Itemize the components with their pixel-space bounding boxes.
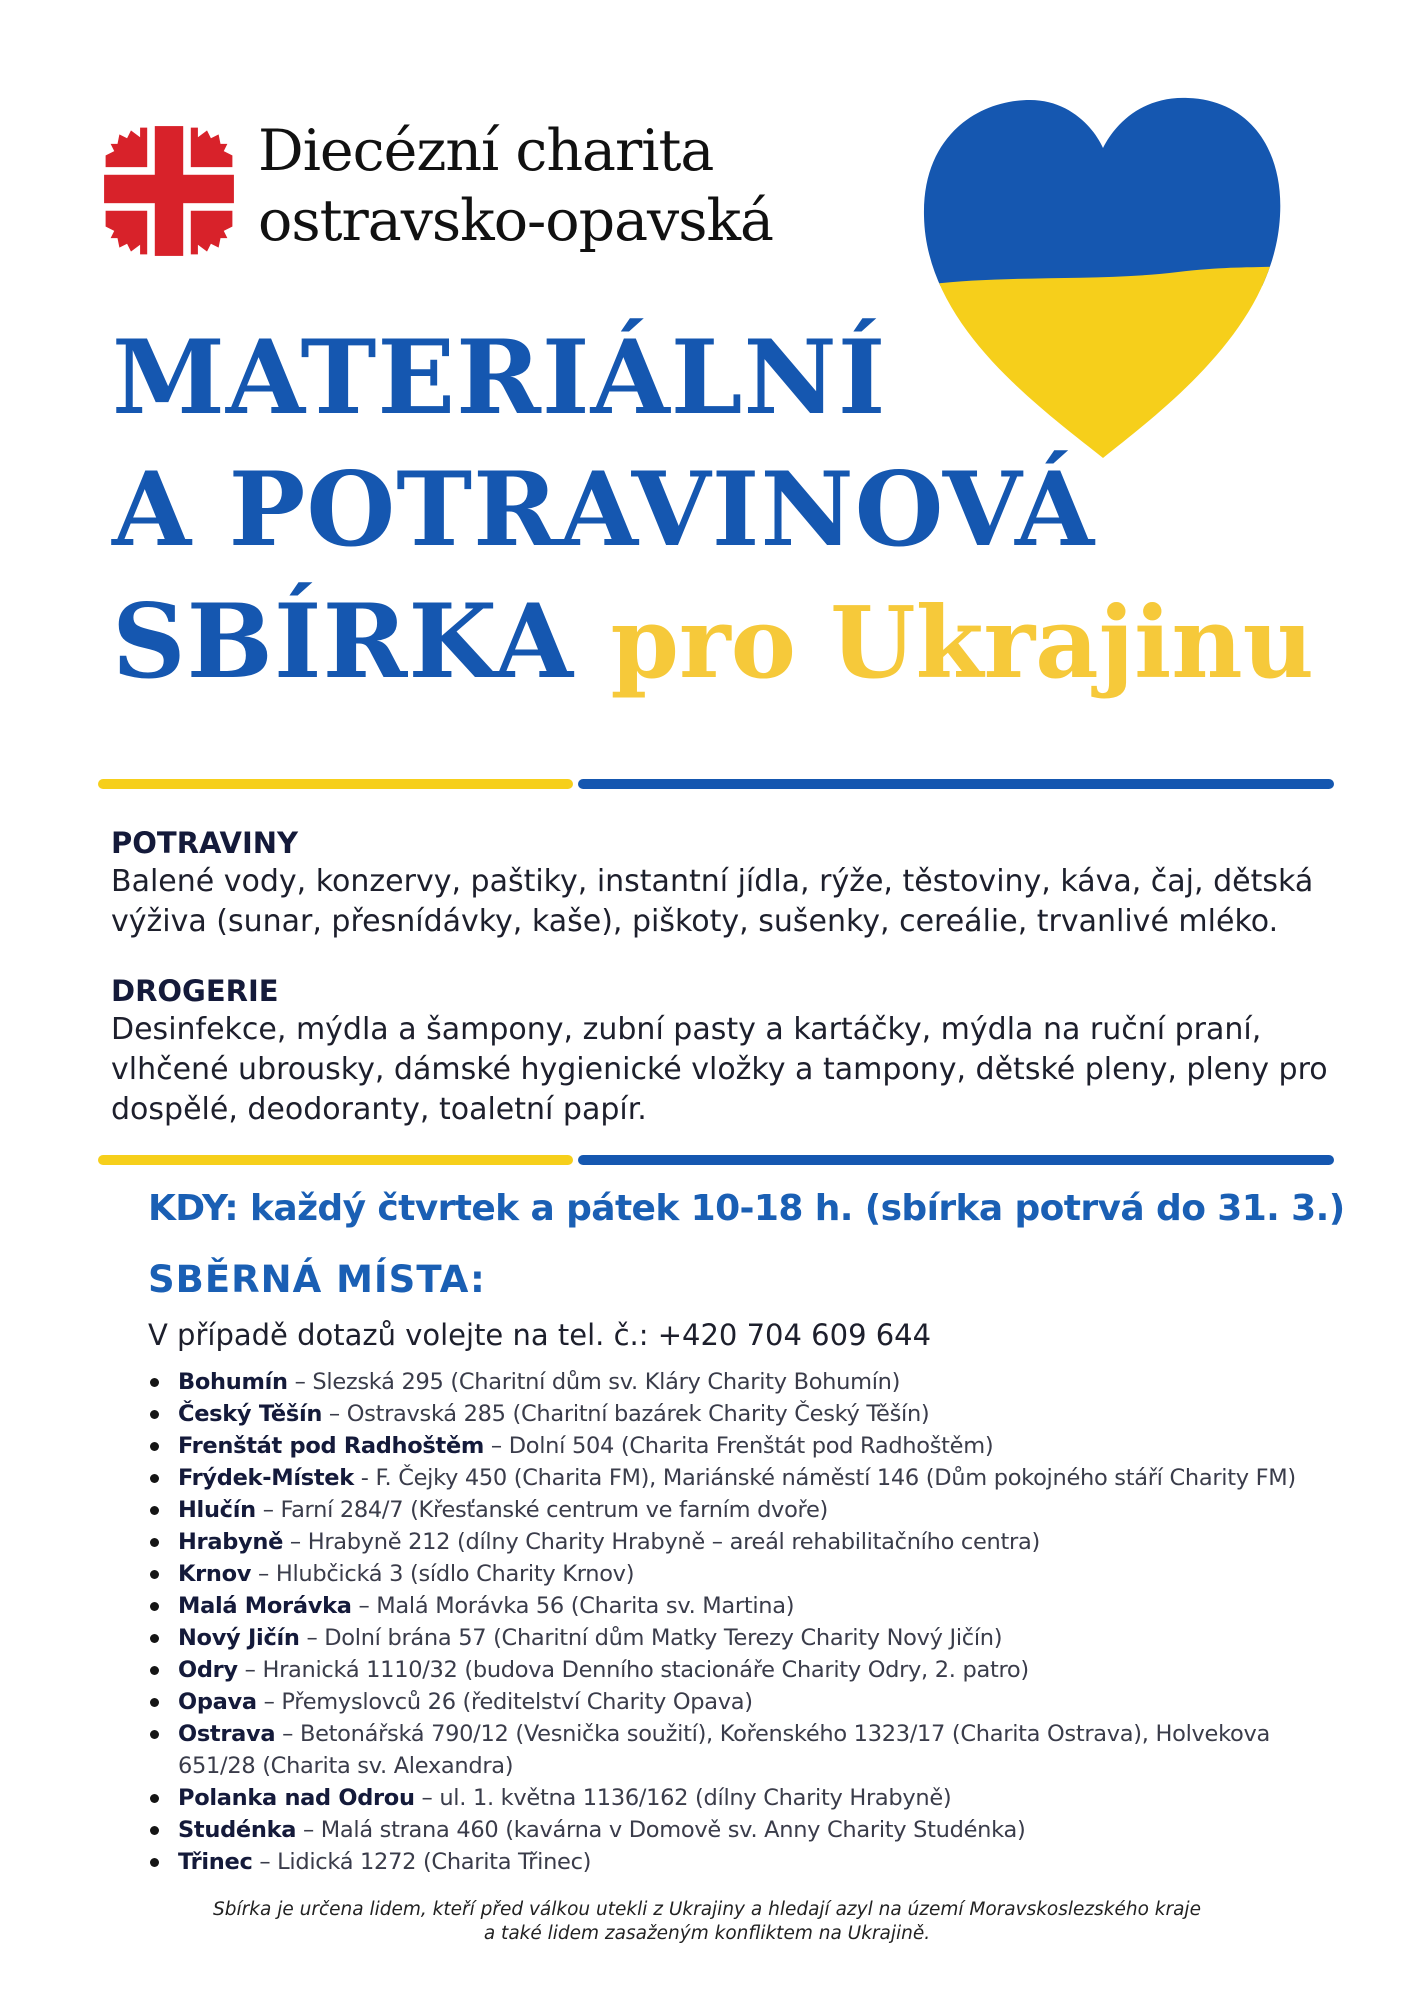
bullet-icon: [150, 1730, 159, 1739]
section-food-label: POTRAVINY: [111, 826, 298, 860]
place-city: Malá Morávka: [178, 1593, 352, 1619]
footnote-line2: a také lidem zasaženým konfliktem na Ukrajině.: [483, 1923, 931, 1944]
collection-time: KDY: každý čtvrtek a pátek 10-18 h. (sbírka potrvá do 31. 3.): [148, 1188, 1345, 1229]
place-city: Krnov: [178, 1561, 252, 1587]
charity-logo-icon: [98, 120, 240, 262]
bullet-icon: [150, 1570, 159, 1579]
bullet-icon: [150, 1794, 159, 1803]
bullet-icon: [150, 1666, 159, 1675]
place-city: Nový Jičín: [178, 1625, 300, 1651]
bullet-icon: [150, 1378, 159, 1387]
places-list: [150, 1366, 1350, 1878]
list-item: [150, 1462, 1350, 1494]
place-city: Frenštát pod Radhoštěm: [178, 1433, 485, 1459]
list-item: [150, 1590, 1350, 1622]
bullet-icon: [150, 1474, 159, 1483]
place-detail: – Slezská 295 (Charitní dům sv. Kláry Charity Bohumín): [287, 1369, 901, 1395]
place-detail: – Ostravská 285 (Charitní bazárek Charity Český Těšín): [322, 1401, 930, 1427]
place-detail: – Lidická 1272 (Charita Třinec): [252, 1849, 592, 1875]
list-item: [150, 1846, 1350, 1878]
list-item: [150, 1494, 1350, 1526]
place-detail: – Dolní brána 57 (Charitní dům Matky Terezy Charity Nový Jičín): [299, 1625, 1003, 1651]
bullet-icon: [150, 1826, 159, 1835]
bullet-icon: [150, 1602, 159, 1611]
headline-line2: A POTRAVINOVÁ: [112, 450, 1096, 570]
org-name-line1: Diecézní charita: [258, 118, 714, 184]
place-detail: – Hlubčická 3 (sídlo Charity Krnov): [251, 1561, 635, 1587]
divider-blue: [578, 1155, 1334, 1165]
bullet-icon: [150, 1538, 159, 1547]
place-detail: - F. Čejky 450 (Charita FM), Mariánské náměstí 146 (Dům pokojného stáří Charity FM): [353, 1465, 1296, 1491]
footnote-line1: Sbírka je určena lidem, kteří před válkou utekli z Ukrajiny a hledají azyl na území Moravskoslezského kraje: [213, 1899, 1201, 1920]
list-item: [150, 1654, 1350, 1686]
headline-line3: [112, 576, 1352, 710]
list-item: [150, 1430, 1350, 1462]
divider-blue: [578, 779, 1334, 789]
section-drugstore: [111, 972, 1331, 1130]
list-item: [150, 1686, 1350, 1718]
list-item: [150, 1622, 1350, 1654]
place-detail: – Betonářská 790/12 (Vesnička soužití), Kořenského 1323/17 (Charita Ostrava), Holvekova 651/28 (Charita sv. Alexandra): [178, 1721, 1270, 1779]
divider-bottom: [98, 1155, 1334, 1165]
place-city: Třinec: [178, 1849, 253, 1875]
place-city: Hlučín: [178, 1497, 256, 1523]
place-detail: – Hrabyně 212 (dílny Charity Hrabyně – areál rehabilitačního centra): [283, 1529, 1040, 1555]
place-detail: – Malá Morávka 56 (Charita sv. Martina): [351, 1593, 795, 1619]
place-city: Polanka nad Odrou: [178, 1785, 415, 1811]
place-city: Český Těšín: [178, 1401, 323, 1427]
section-drugstore-text: Desinfekce, mýdla a šampony, zubní pasty a kartáčky, mýdla na ruční praní, vlhčené ubrousky, dámské hygienické vložky a tampony, dětské pleny, pleny pro dospělé, deodoranty, toaletní papír.: [111, 1012, 1328, 1127]
list-item: [150, 1366, 1350, 1398]
organization-name: [258, 116, 878, 256]
place-detail: – ul. 1. května 1136/162 (dílny Charity Hrabyně): [414, 1785, 952, 1811]
place-city: Frýdek-Místek: [178, 1465, 354, 1491]
place-city: Bohumín: [178, 1369, 288, 1395]
place-city: Odry: [178, 1657, 238, 1683]
bullet-icon: [150, 1634, 159, 1643]
place-city: Studénka: [178, 1817, 297, 1843]
place-city: Opava: [178, 1689, 257, 1715]
headline-line1: MATERIÁLNÍ: [112, 318, 887, 438]
place-detail: – Přemyslovců 26 (ředitelství Charity Opava): [256, 1689, 753, 1715]
bullet-icon: [150, 1698, 159, 1707]
org-name-line2: ostravsko-opavská: [258, 188, 774, 254]
list-item: [150, 1526, 1350, 1558]
headline-line3-main: SBÍRKA: [112, 582, 575, 702]
place-city: Ostrava: [178, 1721, 276, 1747]
places-heading: SBĚRNÁ MÍSTA:: [148, 1258, 486, 1301]
main-headline: [112, 312, 1352, 710]
divider-yellow: [98, 1155, 573, 1165]
section-food-text: Balené vody, konzervy, paštiky, instantní jídla, rýže, těstoviny, káva, čaj, dětská výživa (sunar, přesnídávky, kaše), piškoty, sušenky, cereálie, trvanlivé mléko.: [111, 864, 1314, 939]
place-detail: – Dolní 504 (Charita Frenštát pod Radhoštěm): [484, 1433, 994, 1459]
footnote: [90, 1898, 1324, 1946]
divider-yellow: [98, 779, 573, 789]
place-detail: – Malá strana 460 (kavárna v Domově sv. Anny Charity Studénka): [296, 1817, 1026, 1843]
list-item: [150, 1782, 1350, 1814]
bullet-icon: [150, 1506, 159, 1515]
place-city: Hrabyně: [178, 1529, 284, 1555]
bullet-icon: [150, 1858, 159, 1867]
bullet-icon: [150, 1442, 159, 1451]
place-detail: – Hranická 1110/32 (budova Denního stacionáře Charity Odry, 2. patro): [237, 1657, 1029, 1683]
section-food: [111, 824, 1331, 942]
headline-accent: pro Ukrajinu: [610, 586, 1314, 701]
list-item: [150, 1398, 1350, 1430]
divider-top: [98, 779, 1334, 789]
place-detail: – Farní 284/7 (Křesťanské centrum ve farním dvoře): [255, 1497, 829, 1523]
list-item: [150, 1814, 1350, 1846]
section-drugstore-label: DROGERIE: [111, 974, 279, 1008]
list-item: [150, 1718, 1350, 1782]
bullet-icon: [150, 1410, 159, 1419]
contact-phone: V případě dotazů volejte na tel. č.: +420 704 609 644: [148, 1318, 932, 1352]
list-item: [150, 1558, 1350, 1590]
